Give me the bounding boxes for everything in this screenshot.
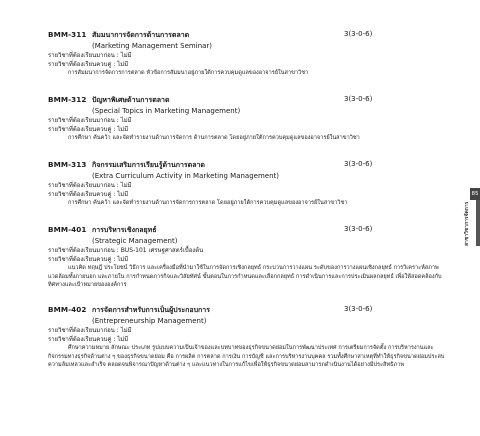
course-bmm-402 — [48, 305, 452, 370]
page-number: 85 — [470, 188, 480, 200]
course-title-english: (Extra Curriculum Activity in Marketing Management) — [92, 172, 280, 180]
course-bmm-312 — [48, 95, 452, 143]
prerequisite: รายวิชาที่ต้องเรียนมาก่อน : ไม่มี — [48, 52, 132, 59]
course-credits: 3(3-0-6) — [344, 30, 373, 38]
course-title-english: (Strategic Management) — [92, 237, 178, 245]
course-title-english: (Special Topics in Marketing Management) — [92, 107, 241, 115]
course-bmm-311 — [48, 30, 452, 78]
prerequisite: รายวิชาที่ต้องเรียนมาก่อน : ไม่มี — [48, 117, 132, 124]
course-description: ศึกษาความหมาย ลักษณะ ประเภท รูปแบบความเป็นเจ้าของและบทบาทของธุรกิจขนาดย่อมในการพัฒนาประเทศ การเตรียมการจัดตั้ง การบริหารงานและกิจกรรมทางธุรกิจด้านต่าง ๆ ของธุรกิจขนาดย่อม คือ การผลิต การตลาด การเงิน การบัญชี และการบริหารงานบุคคล รวมทั้งศึกษาสาเหตุที่ทำให้ธุรกิจขนาดย่อมประสบความล้มเหลวและสำเร็จ ตลอดจนพิจารณาปัญหาด้านต่าง ๆ และแนวทางในการแก้ไขเพื่อให้ธุรกิจขนาดย่อมสามารถดำเนินงานได้อย่างมีประสิทธิภาพ — [48, 345, 445, 368]
course-credits: 3(3-0-6) — [344, 95, 373, 103]
prerequisite: รายวิชาที่ต้องเรียนมาก่อน : BUS-101 เศรษฐศาสตร์เบื้องต้น — [48, 247, 204, 254]
course-description: การศึกษา ค้นคว้า และจัดทำรายงานด้านการจัดการ ด้านการตลาด โดยอยู่ภายใต้การควบคุมดูแลของอาจารย์ในสาขาวิชา — [68, 135, 360, 141]
course-title-thai: การจัดการสำหรับการเป็นผู้ประกอบการ — [92, 306, 210, 314]
course-title-english: (Entrepreneurship Management) — [92, 317, 207, 325]
course-description: การสัมมนาการจัดการการตลาด หัวข้อการสัมมนาอยู่ภายใต้การควบคุมดูแลของอาจารย์ในสาขาวิชา — [68, 70, 309, 76]
course-code: BMM-312 — [48, 95, 87, 104]
course-title-thai: ปัญหาพิเศษด้านการตลาด — [92, 96, 170, 104]
course-title-thai: การบริหารเชิงกลยุทธ์ — [92, 226, 157, 234]
course-title-thai: สัมมนาการจัดการด้านการตลาด — [92, 31, 190, 39]
corequisite: รายวิชาที่ต้องเรียนควบคู่ : ไม่มี — [48, 61, 129, 68]
course-credits: 3(3-0-6) — [344, 160, 373, 168]
course-code: BMM-311 — [48, 30, 87, 39]
course-credits: 3(3-0-6) — [344, 305, 373, 313]
side-section-tab — [462, 188, 480, 246]
course-bmm-401 — [48, 225, 452, 290]
course-title-thai: กิจกรรมเสริมการเรียนรู้ด้านการตลาด — [92, 161, 205, 169]
prerequisite: รายวิชาที่ต้องเรียนมาก่อน : ไม่มี — [48, 182, 132, 189]
course-bmm-313 — [48, 160, 452, 208]
course-description: แนวคิด ทฤษฎี ประโยชน์ วิธีการ และเครื่องมือที่นำมาใช้ในการจัดการเชิงกลยุทธ์ กระบวนการวางแผน ระดับของการวางแผนเชิงกลยุทธ์ การวิเคราะห์สภาพแวดล้อมทั้งภายนอก และภายใน การกำหนดภารกิจและวิสัยทัศน์ ขั้นตอนในการกำหนดและเลือกกลยุทธ์ การดำเนินการและการประเมินผลกลยุทธ์ เพื่อให้สอดคล้องกับทิศทางและเป้าหมายขององค์การ — [48, 265, 442, 288]
corequisite: รายวิชาที่ต้องเรียนควบคู่ : ไม่มี — [48, 191, 129, 198]
side-tab-label: สาขาวิชาการจัดการ — [464, 202, 470, 246]
course-credits: 3(3-0-6) — [344, 225, 373, 233]
corequisite: รายวิชาที่ต้องเรียนควบคู่ : ไม่มี — [48, 256, 129, 263]
corequisite: รายวิชาที่ต้องเรียนควบคู่ : ไม่มี — [48, 336, 129, 343]
course-code: BMM-313 — [48, 160, 87, 169]
course-title-english: (Marketing Management Seminar) — [92, 42, 213, 50]
corequisite: รายวิชาที่ต้องเรียนควบคู่ : ไม่มี — [48, 126, 129, 133]
course-code: BMM-402 — [48, 305, 87, 314]
prerequisite: รายวิชาที่ต้องเรียนมาก่อน : ไม่มี — [48, 327, 132, 334]
course-code: BMM-401 — [48, 225, 87, 234]
course-description: การศึกษา ค้นคว้า และจัดทำรายงานด้านการจัดการการตลาด โดยอยู่ภายใต้การควบคุมดูแลของอาจารย์ในสาขาวิชา — [68, 200, 348, 206]
